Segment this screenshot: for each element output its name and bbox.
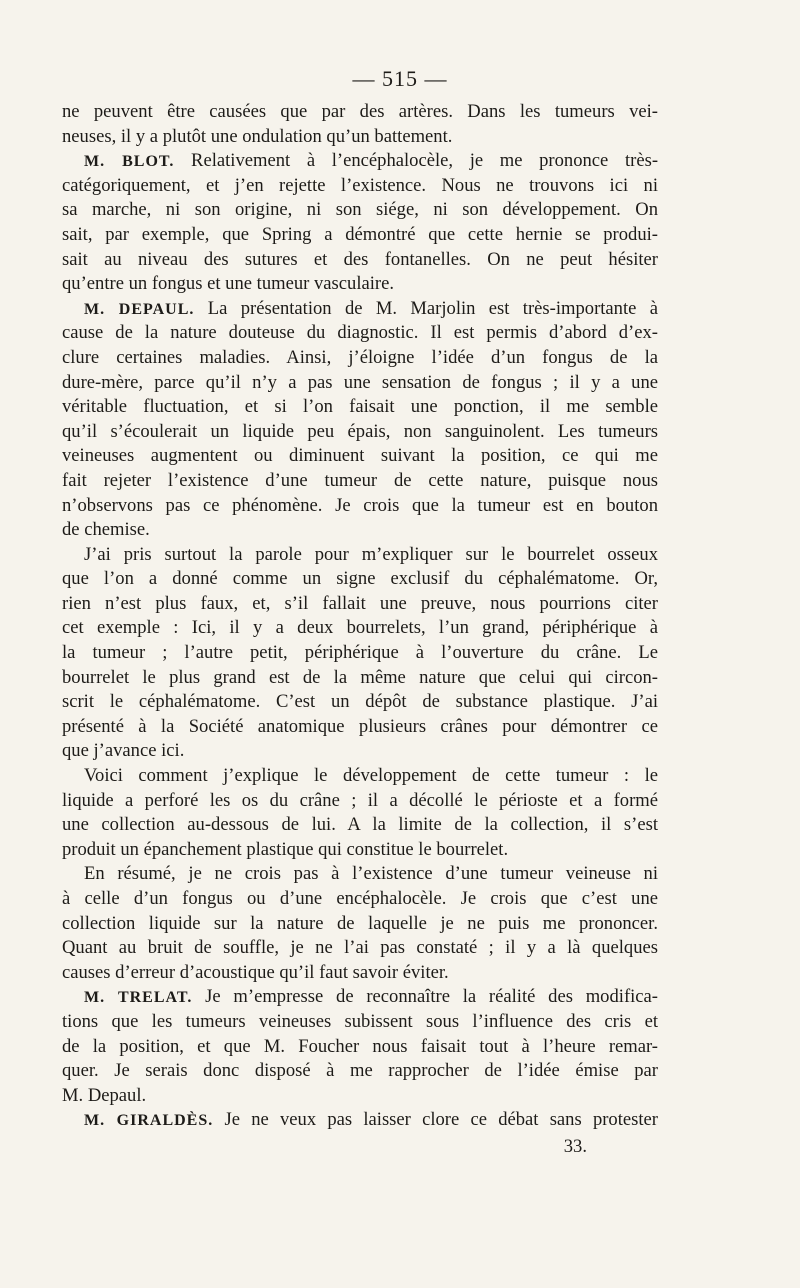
line-text: Voici comment j’explique le développement de cette tumeur : le <box>84 765 658 787</box>
line-text: veineuses augmentent ou diminuent suivant la position, ce qui me <box>62 445 658 467</box>
line-text: dure-mère, parce qu’il n’y a pas une sensation de fongus ; il y a une <box>62 371 658 393</box>
speaker-name: M. GIRALDÈS. <box>84 1112 214 1130</box>
speaker-name: M. TRELAT. <box>84 989 193 1007</box>
text-line <box>62 567 658 592</box>
line-text: cet exemple : Ici, il y a deux bourrelets, l’un grand, périphérique à <box>62 617 658 639</box>
text-line <box>62 715 658 740</box>
line-text: présenté à la Société anatomique plusieurs crânes pour démontrer ce <box>62 715 658 737</box>
text-line <box>62 1010 658 1035</box>
line-text: sait au niveau des sutures et des fontanelles. On ne peut hésiter <box>62 248 658 270</box>
line-text: quer. Je serais donc disposé à me rapprocher de l’idée émise par <box>62 1060 658 1082</box>
line-text: produit un épanchement plastique qui constitue le bourrelet. <box>62 838 509 860</box>
line-text: J’ai pris surtout la parole pour m’expliquer sur le bourrelet osseux <box>84 543 658 565</box>
line-text: M. Depaul. <box>62 1084 147 1106</box>
text-line <box>62 1108 658 1133</box>
text-line <box>62 592 658 617</box>
line-text: Je ne veux pas laisser clore ce débat sans protester <box>213 1109 658 1131</box>
text-line <box>62 321 658 346</box>
text-line <box>62 764 658 789</box>
line-text: collection liquide sur la nature de laquelle je ne puis me prononcer. <box>62 912 658 934</box>
line-text: causes d’erreur d’acoustique qu’il faut savoir éviter. <box>62 961 449 983</box>
text-line <box>62 371 658 396</box>
line-text: n’observons pas ce phénomène. Je crois que la tumeur est en bouton <box>62 494 658 516</box>
line-text: tions que les tumeurs veineuses subissent sous l’influence des cris et <box>62 1010 658 1032</box>
text-line <box>62 616 658 641</box>
line-text: bourrelet le plus grand est de la même nature que celui qui circon- <box>62 666 658 688</box>
signature-mark: 33. <box>563 1136 587 1157</box>
text-line <box>62 666 658 691</box>
text-line <box>62 149 658 174</box>
line-text: la tumeur ; l’autre petit, périphérique à l’ouverture du crâne. Le <box>62 642 658 664</box>
text-line <box>62 494 658 519</box>
text-line <box>62 272 658 297</box>
text-line <box>62 1059 658 1084</box>
line-text: Relativement à l’encéphalocèle, je me prononce très- <box>174 150 659 172</box>
text-line <box>62 174 658 199</box>
line-text: que l’on a donné comme un signe exclusif du céphalématome. Or, <box>62 568 658 590</box>
line-text: ne peuvent être causées que par des artères. Dans les tumeurs vei- <box>62 101 658 122</box>
text-line <box>62 813 658 838</box>
text-line <box>62 198 658 223</box>
text-line <box>62 223 658 248</box>
line-text: sait, par exemple, que Spring a démontré que cette hernie se produi- <box>62 223 658 245</box>
text-line <box>62 985 658 1010</box>
text-line <box>62 543 658 568</box>
text-line <box>62 420 658 445</box>
text-line <box>62 862 658 887</box>
line-text: scrit le céphalématome. C’est un dépôt de substance plastique. J’ai <box>62 691 658 713</box>
speaker-name: M. DEPAUL. <box>84 300 195 318</box>
line-text: En résumé, je ne crois pas à l’existence d’une tumeur veineuse ni <box>84 863 658 885</box>
text-line <box>62 887 658 912</box>
body-text <box>62 100 658 1133</box>
text-line <box>62 444 658 469</box>
line-text: cause de la nature douteuse du diagnostic. Il est permis d’abord d’ex- <box>62 322 658 344</box>
page-header: — 515 — <box>352 66 448 91</box>
line-text: rien n’est plus faux, et, s’il fallait une preuve, nous pourrions citer <box>62 592 658 614</box>
line-text: véritable fluctuation, et si l’on faisait une ponction, il me semble <box>62 396 658 418</box>
text-line <box>62 248 658 273</box>
text-line <box>62 518 658 543</box>
text-line <box>62 739 658 764</box>
text-line <box>62 125 658 150</box>
text-line <box>62 789 658 814</box>
text-line <box>62 100 658 125</box>
text-line <box>62 961 658 986</box>
line-text: catégoriquement, et j’en rejette l’existence. Nous ne trouvons ici ni <box>62 174 658 196</box>
text-line <box>62 641 658 666</box>
line-text: qu’il s’écoulerait un liquide peu épais, non sanguinolent. Les tumeurs <box>62 420 658 442</box>
line-text: fait rejeter l’existence d’une tumeur de cette nature, puisque nous <box>62 469 658 491</box>
text-line <box>62 1084 658 1109</box>
speaker-name: M. BLOT. <box>84 153 175 171</box>
line-text: une collection au-dessous de lui. A la limite de la collection, il s’est <box>62 814 658 836</box>
text-line <box>62 346 658 371</box>
line-text: La présentation de M. Marjolin est très-importante à <box>194 297 658 319</box>
text-line <box>62 395 658 420</box>
line-text: Je m’empresse de reconnaître la réalité des modifica- <box>192 986 658 1008</box>
text-line <box>62 469 658 494</box>
text-line <box>62 1035 658 1060</box>
text-line <box>62 912 658 937</box>
text-line <box>62 297 658 322</box>
text-line <box>62 690 658 715</box>
line-text: qu’entre un fongus et une tumeur vasculaire. <box>62 273 394 295</box>
line-text: Quant au bruit de souffle, je ne l’ai pas constaté ; il y a là quelques <box>62 937 658 959</box>
text-line <box>62 838 658 863</box>
text-line <box>62 936 658 961</box>
line-text: liquide a perforé les os du crâne ; il a décollé le périoste et a formé <box>62 789 658 811</box>
line-text: de chemise. <box>62 519 150 541</box>
line-text: que j’avance ici. <box>62 740 185 762</box>
line-text: neuses, il y a plutôt une ondulation qu’un battement. <box>62 125 453 147</box>
line-text: clure certaines maladies. Ainsi, j’éloigne l’idée d’un fongus de la <box>62 346 658 368</box>
line-text: à celle d’un fongus ou d’une encéphalocèle. Je crois que c’est une <box>62 888 658 909</box>
line-text: sa marche, ni son origine, ni son siége, ni son développement. On <box>62 199 658 221</box>
line-text: de la position, et que M. Foucher nous faisait tout à l’heure remar- <box>62 1035 658 1057</box>
